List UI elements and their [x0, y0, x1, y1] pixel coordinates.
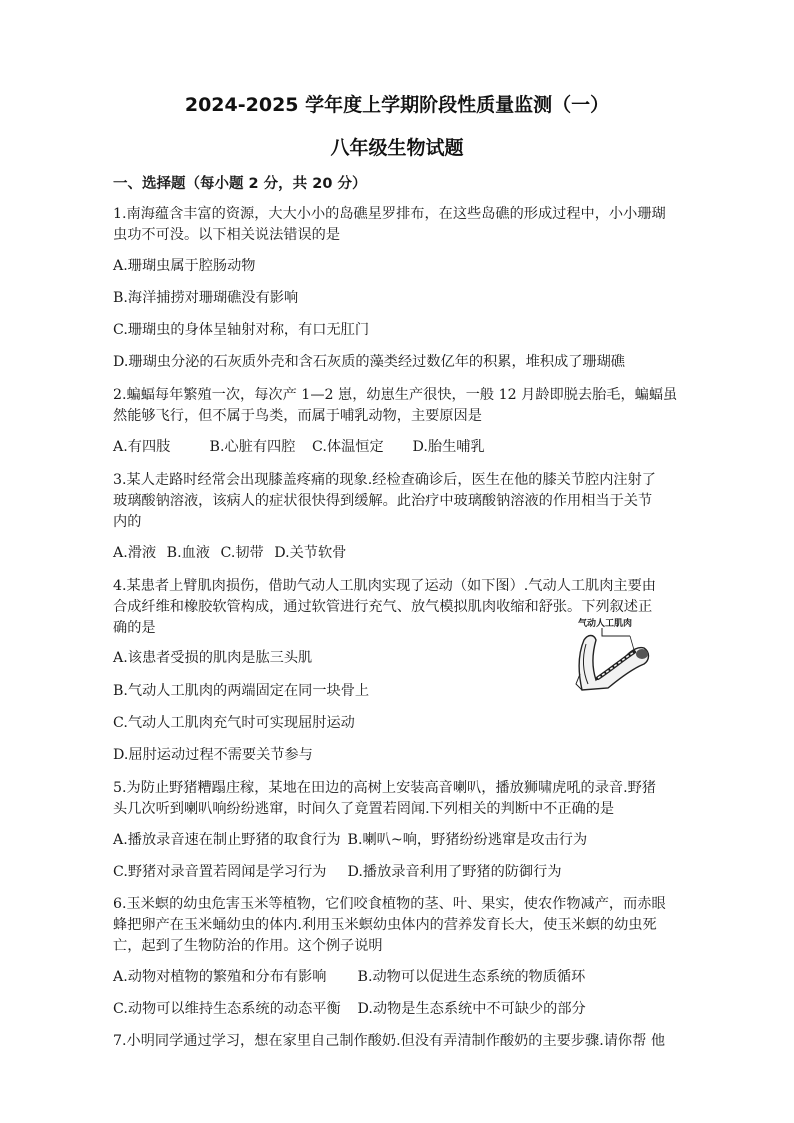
q4-option-a: A.该患者受损的肌肉是肱三头肌	[113, 650, 313, 666]
q2-option-c: C.体温恒定	[312, 439, 384, 455]
q4-stem-line3: 确的是	[113, 620, 156, 636]
q3-option-a: A.滑液	[113, 545, 157, 561]
q1-option-d: D.珊瑚虫分泌的石灰质外壳和含石灰质的藻类经过数亿年的积累，堆积成了珊瑚礁	[113, 354, 625, 370]
q5-stem-line1: 5.为防止野猪糟蹋庄稼，某地在田边的高树上安装高音喇叭，播放狮啸虎吼的录音.野猪	[113, 780, 656, 796]
q4-option-b: B.气动人工肌肉的两端固定在同一块骨上	[113, 683, 370, 699]
q5-option-a: A.播放录音速在制止野猪的取食行为	[113, 832, 341, 848]
q2-option-b: B.心脏有四腔	[209, 439, 296, 455]
q3-stem-line2: 玻璃酸钠溶液，该病人的症状很快得到缓解。此治疗中玻璃酸钠溶液的作用相当于关节	[113, 493, 653, 509]
q5-option-c: C.野猪对录音置若罔闻是学习行为	[113, 864, 327, 880]
q1-stem-line2: 虫功不可没。以下相关说法错误的是	[113, 227, 341, 243]
q3-options	[113, 543, 681, 563]
figure-label: 气动人工肌肉	[578, 619, 633, 629]
q5-option-b: B.喇叭~响，野猪纷纷逃窜是攻击行为	[347, 832, 588, 848]
q2-stem-line2: 然能够飞行，但不属于鸟类，而属于哺乳动物，主要原因是	[113, 408, 482, 424]
q6-options-row2	[113, 999, 681, 1019]
exam-title: 2024-2025 学年度上学期阶段性质量监测（一）	[184, 94, 610, 116]
q3-stem-line1: 3.某人走路时经常会出现膝盖疼痛的现象.经检查确诊后，医生在他的膝关节腔内注射了	[113, 472, 656, 488]
q1-option-b: B.海洋捕捞对珊瑚礁没有影响	[113, 290, 299, 306]
q6-option-d: D.动物是生态系统中不可缺少的部分	[357, 1001, 586, 1017]
q5-options-row1	[113, 830, 681, 850]
q3-option-b: B.血液	[166, 545, 210, 561]
exam-subtitle: 八年级生物试题	[330, 137, 464, 159]
arm-illustration	[572, 624, 664, 692]
q5-option-d: D.播放录音利用了野猪的防御行为	[347, 864, 562, 880]
q6-stem-line3: 亡，起到了生物防治的作用。这个例子说明	[113, 938, 383, 954]
q3-option-c: C.韧带	[220, 545, 264, 561]
arm-muscle-figure	[572, 614, 664, 692]
section-heading: 一、选择题（每小题 2 分，共 20 分）	[113, 176, 367, 192]
q1-option-c: C.珊瑚虫的身体呈轴射对称，有口无肛门	[113, 322, 370, 338]
q4-option-d: D.屈肘运动过程不需要关节参与	[113, 747, 313, 763]
q6-option-a: A.动物对植物的繁殖和分布有影响	[113, 969, 327, 985]
q6-option-b: B.动物可以促进生态系统的物质循环	[357, 969, 586, 985]
q2-option-d: D.胎生哺乳	[412, 439, 485, 455]
q3-option-d: D.关节软骨	[274, 545, 347, 561]
q6-options-row1	[113, 967, 681, 987]
q6-stem-line1: 6.玉米螟的幼虫危害玉米等植物，它们咬食植物的茎、叶、果实，使农作物减产，而赤眼	[113, 896, 666, 912]
q4-option-c: C.气动人工肌肉充气时可实现屈肘运动	[113, 715, 355, 731]
q1-option-a: A.珊瑚虫属于腔肠动物	[113, 258, 256, 274]
q5-options-row2	[113, 862, 681, 882]
q3-stem-line3: 内的	[113, 514, 142, 530]
q6-stem-line2: 蜂把卵产在玉米蛹幼虫的体内.利用玉米螟幼虫体内的营养发育长大，使玉米螟的幼虫死	[113, 917, 657, 933]
q6-option-c: C.动物可以维持生态系统的动态平衡	[113, 1001, 341, 1017]
q2-stem-line1: 2.蝙蝠每年繁殖一次，每次产 1—2 崽，幼崽生产很快，一般 12 月龄即脱去胎毛，蝙蝠虽	[113, 387, 678, 403]
q4-stem-line1: 4.某患者上臂肌肉损伤，借助气动人工肌肉实现了运动（如下图）.气动人工肌肉主要由	[113, 578, 656, 594]
q7-stem-line1: 7.小明同学通过学习，想在家里自己制作酸奶.但没有弄清制作酸奶的主要步骤.请你帮 他	[113, 1033, 666, 1049]
q2-option-a: A.有四肢	[113, 439, 171, 455]
q5-stem-line2: 头几次听到喇叭响纷纷逃窜，时间久了竟置若罔闻.下列相关的判断中不正确的是	[113, 801, 615, 817]
q1-stem-line1: 1.南海蕴含丰富的资源，大大小小的岛礁星罗排布，在这些岛礁的形成过程中，小小珊瑚	[113, 206, 666, 222]
q4-stem-line2: 合成纤维和橡胶软管构成，通过软管进行充气、放气模拟肌肉收缩和舒张。下列叙述正	[113, 599, 653, 615]
q2-options	[113, 437, 681, 457]
